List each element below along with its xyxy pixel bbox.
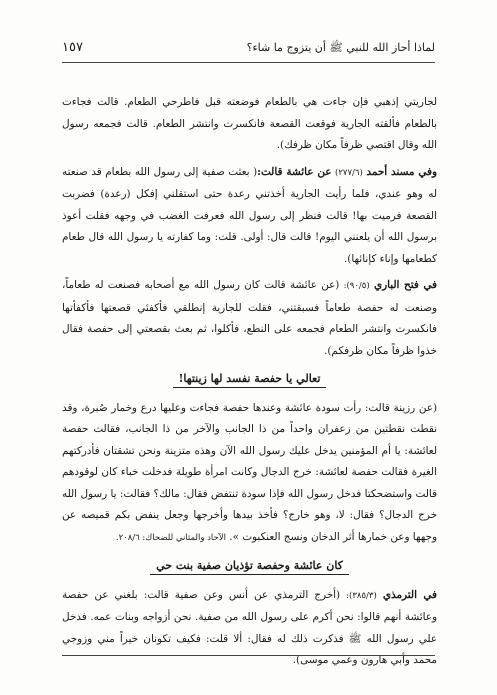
page-body <box>62 92 437 677</box>
section-heading-1: تعالي يا حفصة نفسد لها زينتها! <box>62 368 437 390</box>
reference-ahmad: (٢٧٧/٦) <box>335 167 363 178</box>
paragraph-3-text: (عن عائشة قالت كان رسول الله مع أصحابه فصنعت له طعاماً، وصنعت له حفصة طعاماً فسبقتني، فقلت للجارية إنطلقي فأكفئي قصعتها فأكفأتها فانكسرت وانتشر الطعام فجمعه على النطع، فأكلوا، ثم بعث بقصعتي إلى حفصة فقال خذوا ظرفاً مكان ظرفكم). <box>62 279 437 357</box>
reference-fath: (٩٠/٥): <box>343 281 370 291</box>
paragraph-5 <box>62 585 437 672</box>
source-musnad-ahmad: وفي مسند أحمد <box>366 165 438 178</box>
narrator-aisha: عن عائشة قالت: <box>257 165 332 178</box>
section-heading-2: كان عائشة وحفصة تؤذيان صفية بنت حي <box>62 555 437 577</box>
paragraph-4-text: (عن رزينة قالت: رأت سودة عائشة وعندها حفصة فجاءت وعليها درع وخمار صُبرة، وقد نقطت نقطتين من زعفران واحداً من ذا الجانب والآخر من ذا الجانب، فقالت حفصة لعائشة: يا أم المؤمنين يدخل عليك رسول الله الآن وهذه متزينة ونحن تشقتان فأدركتهم الغيرة فقالت حفصة لعائشة: خرج الدجال وكانت امرأة طويلة فدخلت خباء كان لوقودهم قالت واستضحكتا فدخل رسول الله فإذا سودة تنتفض فقال: مالك؟ فقالت: يا رسول الله خرج الدجال؟ فقال: لا، وهو خارج؟ فأخذ بيدها وأخرجها وجعل ينفض بكم قميصه عن وجهها وعن خمارها أثر الدخان ونسج العنكبوت ». <box>62 401 437 543</box>
footer-rule <box>62 655 435 656</box>
paragraph-5-text: (أخرج الترمذي عن أنس وعن صفية قالت: بلغني عن حفصة وعائشة أنهم قالوا: نحن أكرم على رسول الله من صفية. نحن أزواجه وبنات عمه. فدخل علي رسول الله ﷺ فذكرت ذلك له فقال: ألا قلت: فكيف تكونان خيراً مني وزوجي محمد وأبي هارون وعمي موسى). <box>62 588 437 666</box>
paragraph-2 <box>62 162 437 271</box>
page-number: ١٥٧ <box>62 40 83 55</box>
source-fath-al-bari: في فتح الباري <box>373 279 437 291</box>
reference-tirmidhi: (٣٨٥/٣): <box>346 590 377 601</box>
running-title: لماذا أحاز الله للنبي ﷺ أن يتزوج ما شاء؟ <box>246 41 435 54</box>
paragraph-4 <box>62 398 437 550</box>
page-header <box>62 40 435 57</box>
source-tirmidhi: في الترمذي <box>382 588 437 601</box>
paragraph-2-text: ( بعثت صفية إلى رسول الله بطعام قد صنعته له وهو عندي، فلما رأيت الجارية أخذتني رعدة حتى استقلني إفكل (رعدة) فضربت القصعة فرميت بها! قالت فنظر إلى رسول الله فعرفت الغضب في وجهه فقلت أعوذ برسول الله أن يلعنني اليوم! قالت قال: أولى. قلت: وما كفارته يا رسول الله قال طعام كطعامها وإناء كإنائها). <box>62 165 437 265</box>
paragraph-3 <box>62 275 437 362</box>
paragraph-1: لجاريتي إذهبي فإن جاءت هي بالطعام فوضعته قبل فاطرحي الطعام. قالت فجاءت بالطعام فألقته الجارية فوقعت القصعة فانكسرت وانتشر الطعام. قالت فجمعه رسول الله وقال اقتصي ظرفاً مكان ظرفك). <box>62 96 437 151</box>
reference-ahad: الآحاد والمثاني للضحاك: ٢٠٨/٦. <box>115 532 226 543</box>
header-rule <box>62 62 435 63</box>
